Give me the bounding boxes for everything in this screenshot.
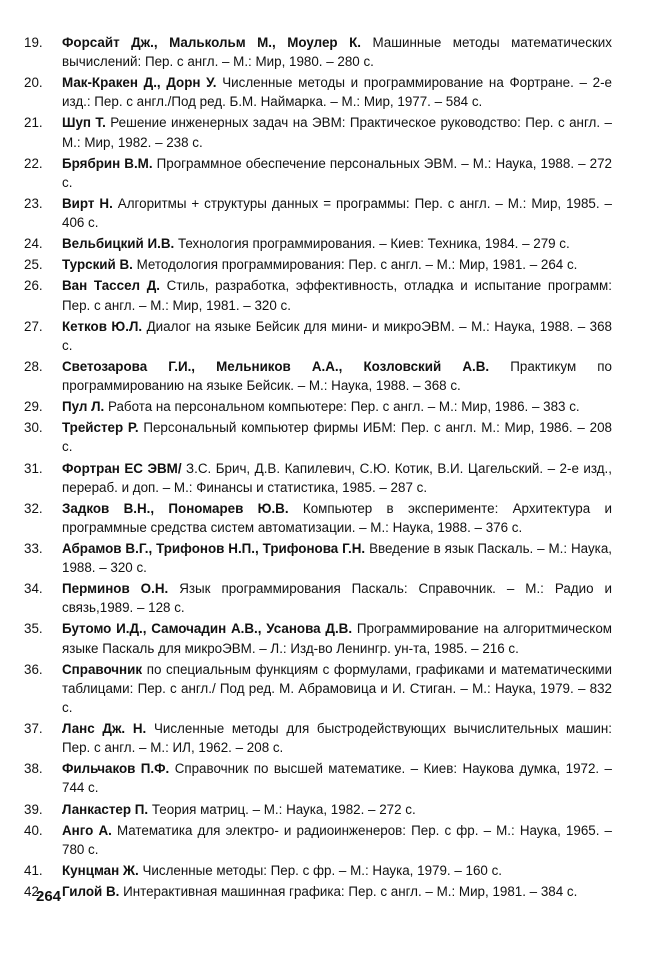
reference-text: Методология программирования: Пер. с англ. – М.: Мир, 1981. – 264 с. — [136, 257, 578, 273]
reference-author: Вирт Н. — [62, 195, 113, 211]
reference-text: Математика для электро- и радиоинженеров: Пер. с фр. – М.: Наука, 1965. – 780 с. — [62, 822, 612, 857]
reference-number: 25. — [24, 257, 43, 273]
reference-text: Программирование на алгоритмическом языке Паскаль для микроЭВМ. – Л.: Изд-во Ленингр. ун-та, 1985. – 216 с. — [62, 621, 612, 656]
reference-item — [0, 33, 650, 71]
reference-item — [0, 317, 650, 355]
reference-item — [0, 234, 650, 253]
reference-text: Машинные методы математических вычислений: Пер. с англ. – М.: Мир, 1980. – 280 с. — [62, 35, 612, 70]
reference-number: 23. — [24, 195, 43, 211]
reference-author: Турский В. — [62, 257, 133, 273]
reference-author: Задков В.Н., Пономарев Ю.В. — [62, 500, 289, 516]
reference-item — [0, 194, 650, 232]
reference-item — [0, 719, 650, 757]
reference-text: Численные методы и программирование на Фортране. – 2-е изд.: Пер. с англ./Под ред. Б.М. Наймарка. – М.: Мир, 1977. – 584 с. — [62, 75, 613, 110]
reference-number: 34. — [24, 581, 43, 597]
reference-text: Компьютер в эксперименте: Архитектура и программные средства систем автоматизации. – М.: Наука, 1988. – 376 с. — [62, 500, 612, 535]
page-number: 264 — [36, 888, 62, 905]
reference-number: 35. — [24, 621, 43, 637]
reference-author: Кетков Ю.Л. — [62, 318, 143, 334]
reference-number: 37. — [24, 721, 43, 737]
reference-number: 39. — [24, 801, 43, 817]
reference-text: по специальным функциям с формулами, графиками и математическими таблицами: Пер. с англ./ Под ред. М. Абрамовица и И. Стиган. – М.: Наука, 1979. – 832 с. — [62, 661, 612, 715]
reference-item — [0, 397, 650, 416]
reference-text: Алгоритмы + структуры данных = программы: Пер. с англ. – М.: Мир, 1985. – 406 с. — [62, 195, 612, 231]
reference-item — [0, 113, 650, 151]
reference-author: Форсайт Дж., Малькольм М., Моулер К. — [62, 35, 361, 50]
reference-text: Технология программирования. – Киев: Техника, 1984. – 279 с. — [177, 236, 570, 252]
reference-number: 28. — [24, 358, 43, 374]
reference-author: Брябрин В.М. — [62, 155, 153, 171]
reference-author: Перминов О.Н. — [62, 581, 169, 597]
reference-item — [0, 619, 650, 657]
reference-author: Справочник — [62, 661, 143, 677]
reference-item — [0, 861, 650, 880]
reference-author: Абрамов В.Г., Трифонов Н.П., Трифонова Г.Н. — [62, 541, 366, 556]
reference-text: Введение в язык Паскаль. – М.: Наука, 1988. – 320 с. — [62, 541, 612, 576]
reference-number: 26. — [24, 278, 43, 294]
reference-item — [0, 539, 650, 577]
reference-text: Решение инженерных задач на ЭВМ: Практическое руководство: Пер. с англ. – М.: Мир, 1982. – 238 с. — [62, 115, 612, 150]
reference-number: 41. — [24, 862, 43, 878]
reference-item — [0, 499, 650, 537]
reference-text: Численные методы: Пер. с фр. – М.: Наука, 1979. – 160 с. — [142, 862, 502, 878]
reference-item — [0, 759, 650, 797]
reference-author: Трейстер Р. — [62, 420, 139, 436]
reference-text: Справочник по высшей математике. – Киев: Наукова думка, 1972. – 744 с. — [62, 761, 612, 796]
reference-text: Интерактивная машинная графика: Пер. с англ. – М.: Мир, 1981. – 384 с. — [123, 884, 578, 900]
reference-author: Гилой В. — [62, 884, 120, 900]
reference-item — [0, 882, 650, 901]
reference-number: 32. — [24, 500, 43, 516]
reference-item — [0, 821, 650, 859]
reference-author: Ланкастер П. — [62, 801, 149, 817]
reference-item — [0, 459, 650, 497]
reference-author: Ван Тассел Д. — [62, 278, 160, 294]
reference-author: Пул Л. — [62, 399, 105, 415]
reference-author: Мак-Кракен Д., Дорн У. — [62, 75, 217, 91]
reference-number: 27. — [24, 318, 43, 334]
reference-text: З.С. Брич, Д.В. Капилевич, С.Ю. Котик, В.И. Цагельский. – 2-е изд., перераб. и доп. – М.: Финансы и статистика, 1985. – 287 с. — [62, 460, 612, 495]
reference-item — [0, 255, 650, 274]
reference-number: 20. — [24, 75, 43, 91]
reference-text: Стиль, разработка, эффективность, отладка и испытание программ: Пер. с англ. – М.: Мир, 1981. – 320 с. — [62, 278, 612, 313]
reference-item — [0, 660, 650, 717]
reference-author: Фильчаков П.Ф. — [62, 761, 170, 777]
reference-text: Язык программирования Паскаль: Справочник. – М.: Радио и связь,1989. – 128 с. — [62, 581, 612, 616]
reference-author: Бутомо И.Д., Самочадин А.В., Усанова Д.В. — [62, 621, 353, 637]
reference-author: Вельбицкий И.В. — [62, 236, 175, 252]
reference-author: Анго А. — [62, 822, 112, 838]
reference-item — [0, 418, 650, 456]
reference-text: Персональный компьютер фирмы ИБМ: Пер. с англ. М.: Мир, 1986. – 208 с. — [62, 420, 612, 455]
reference-number: 42. — [24, 884, 43, 900]
reference-author: Фортран ЕС ЭВМ/ — [62, 460, 182, 476]
reference-text: Диалог на языке Бейсик для мини- и микроЭВМ. – М.: Наука, 1988. – 368 с. — [62, 318, 612, 353]
reference-number: 36. — [24, 661, 43, 677]
reference-item — [0, 276, 650, 314]
reference-number: 30. — [24, 420, 43, 436]
reference-text: Теория матриц. – М.: Наука, 1982. – 272 с. — [151, 801, 416, 817]
reference-text: Работа на персональном компьютере: Пер. с англ. – М.: Мир, 1986. – 383 с. — [107, 399, 580, 415]
reference-author: Шуп Т. — [62, 115, 106, 131]
reference-list — [0, 33, 650, 903]
reference-author: Светозарова Г.И., Мельников А.А., Козловский А.В. — [62, 358, 490, 374]
reference-item — [0, 800, 650, 819]
reference-number: 33. — [24, 541, 43, 556]
reference-text: Численные методы для быстродействующих вычислительных машин: Пер. с англ. – М.: ИЛ, 1962. – 208 с. — [62, 721, 612, 756]
reference-author: Ланс Дж. Н. — [62, 721, 147, 737]
reference-number: 19. — [24, 35, 43, 50]
reference-number: 21. — [24, 115, 43, 131]
reference-item — [0, 73, 650, 111]
reference-number: 40. — [24, 822, 43, 838]
reference-text: Практикум по программированию на языке Бейсик. – М.: Наука, 1988. – 368 с. — [62, 358, 612, 394]
reference-text: Программное обеспечение персональных ЭВМ. – М.: Наука, 1988. – 272 с. — [62, 155, 612, 190]
reference-item — [0, 357, 650, 395]
reference-item — [0, 579, 650, 617]
reference-number: 22. — [24, 155, 43, 171]
reference-number: 29. — [24, 399, 43, 415]
reference-number: 31. — [24, 460, 43, 476]
reference-number: 24. — [24, 236, 43, 252]
reference-author: Кунцман Ж. — [62, 862, 139, 878]
reference-item — [0, 154, 650, 192]
reference-number: 38. — [24, 761, 43, 777]
